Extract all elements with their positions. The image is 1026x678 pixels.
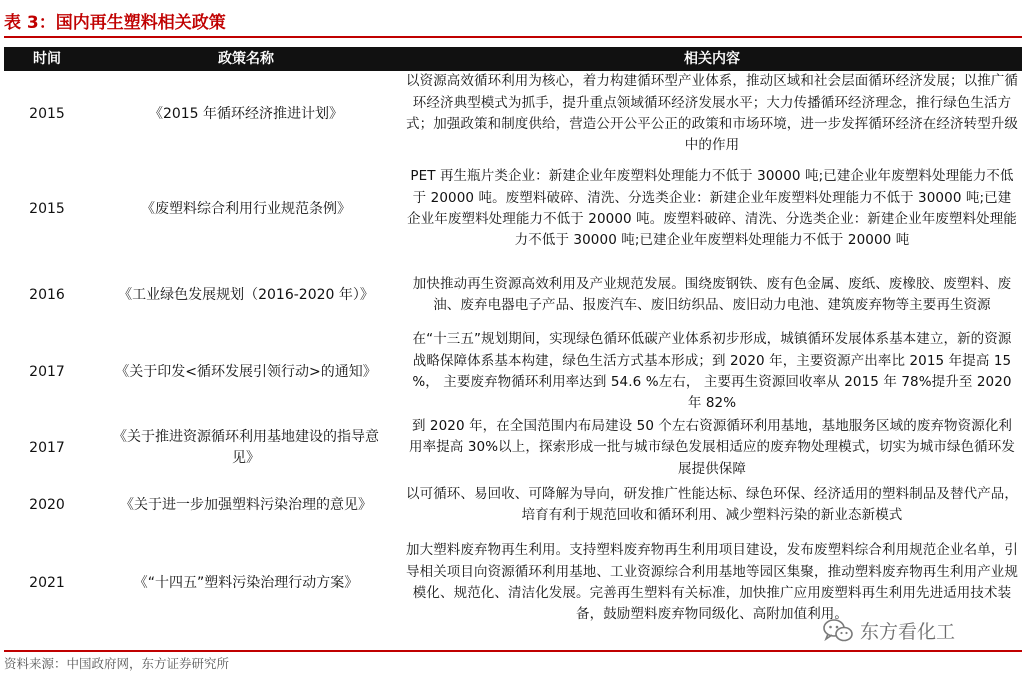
table-header — [4, 47, 1022, 71]
table-row — [4, 261, 1022, 329]
header-name: 政策名称 — [218, 51, 274, 67]
row-year: 2017 — [29, 440, 65, 456]
row-policy-name: 《关于推进资源循环利用基地建设的指导意见》 — [113, 429, 379, 466]
table-title: 表 3：国内再生塑料相关政策 — [4, 13, 226, 33]
header-content: 相关内容 — [684, 51, 740, 67]
row-policy-name: 《“十四五”塑料污染治理行动方案》 — [133, 574, 359, 591]
table-row — [4, 71, 1022, 157]
row-content: PET 再生瓶片类企业：新建企业年废塑料处理能力不低于 30000 吨;已建企业年废塑料处理能力不低于 20000 吨。废塑料破碎、清洗、分选类企业：新建企业年废塑料处理能力不低于 30000 吨;已建企业年废塑料处理能力不低于 20000 吨。废塑料破碎、清洗、分选类企业：新建企业年废塑料处理能力不低于 30000 吨;已建企业年废塑料处理能力不低于 20000 吨 — [407, 168, 1017, 249]
wechat-icon — [822, 618, 854, 644]
title-bar — [4, 6, 1022, 38]
row-policy-name: 《废塑料综合利用行业规范条例》 — [141, 200, 351, 217]
row-content: 以资源高效循环利用为核心，着力构建循环型产业体系，推动区域和社会层面循环经济发展；以推广循环经济典型模式为抓手，提升重点领域循环经济发展水平；大力传播循环经济理念，推行绿色生活方式；加强政策和制度供给，营造公开公平公正的政策和市场环境，进一步发挥循环经济在经济转型升级中的作用 — [406, 73, 1018, 154]
row-policy-name: 《工业绿色发展规划（2016-2020 年）》 — [118, 286, 374, 303]
policy-table — [4, 47, 1022, 637]
row-year: 2016 — [29, 287, 65, 303]
table-row — [4, 157, 1022, 261]
source-note: 资料来源：中国政府网，东方证券研究所 — [4, 656, 230, 671]
row-year: 2017 — [29, 364, 65, 380]
row-year: 2021 — [29, 575, 65, 591]
row-content: 加快推动再生资源高效利用及产业规范发展。围绕废钢铁、废有色金属、废纸、废橡胶、废塑料、废油、废弃电器电子产品、报废汽车、废旧纺织品、废旧动力电池、建筑废弃物等主要再生资源 — [412, 275, 1012, 313]
footer-divider — [4, 650, 1022, 652]
watermark — [822, 617, 955, 644]
row-year: 2015 — [29, 106, 65, 122]
header-time: 时间 — [33, 51, 61, 67]
row-year: 2015 — [29, 201, 65, 217]
table-row — [4, 481, 1022, 529]
row-content: 在“十三五”规划期间，实现绿色循环低碳产业体系初步形成，城镇循环发展体系基本建立，新的资源战略保障体系基本构建，绿色生活方式基本形成；到 2020 年，主要资源产出率比 2015 年提高 15 %， 主要废弃物循环利用率达到 54.6 %左右， 主要再生资源回收率从 2015 年 78%提升至 2020 年 82% — [412, 331, 1012, 412]
row-content: 到 2020 年，在全国范围内布局建设 50 个左右资源循环利用基地，基地服务区域的废弃物资源化利用率提高 30%以上，探索形成一批与城市绿色发展相适应的废弃物处理模式，切实为城市绿色循环发展提供保障 — [409, 418, 1015, 477]
row-policy-name: 《关于印发<循环发展引领行动>的通知》 — [115, 363, 377, 380]
row-content: 加大塑料废弃物再生利用。支持塑料废弃物再生利用项目建设，发布废塑料综合利用规范企业名单，引导相关项目向资源循环利用基地、工业资源综合利用基地等园区集聚，推动塑料废弃物再生利用产业规模化、规范化、清洁化发展。完善再生塑料有关标准，加快推广应用废塑料再生利用先进适用技术装备，鼓励塑料废弃物同级化、高附加值利用。 — [406, 542, 1018, 623]
row-year: 2020 — [29, 497, 65, 513]
table-row — [4, 415, 1022, 481]
table-row — [4, 329, 1022, 415]
watermark-text: 东方看化工 — [860, 621, 956, 643]
row-policy-name: 《2015 年循环经济推进计划》 — [148, 105, 344, 122]
row-content: 以可循环、易回收、可降解为导向，研发推广性能达标、绿色环保、经济适用的塑料制品及替代产品，培育有利于规范回收和循环利用、减少塑料污染的新业态新模式 — [406, 485, 1018, 523]
row-policy-name: 《关于进一步加强塑料污染治理的意见》 — [120, 496, 372, 513]
